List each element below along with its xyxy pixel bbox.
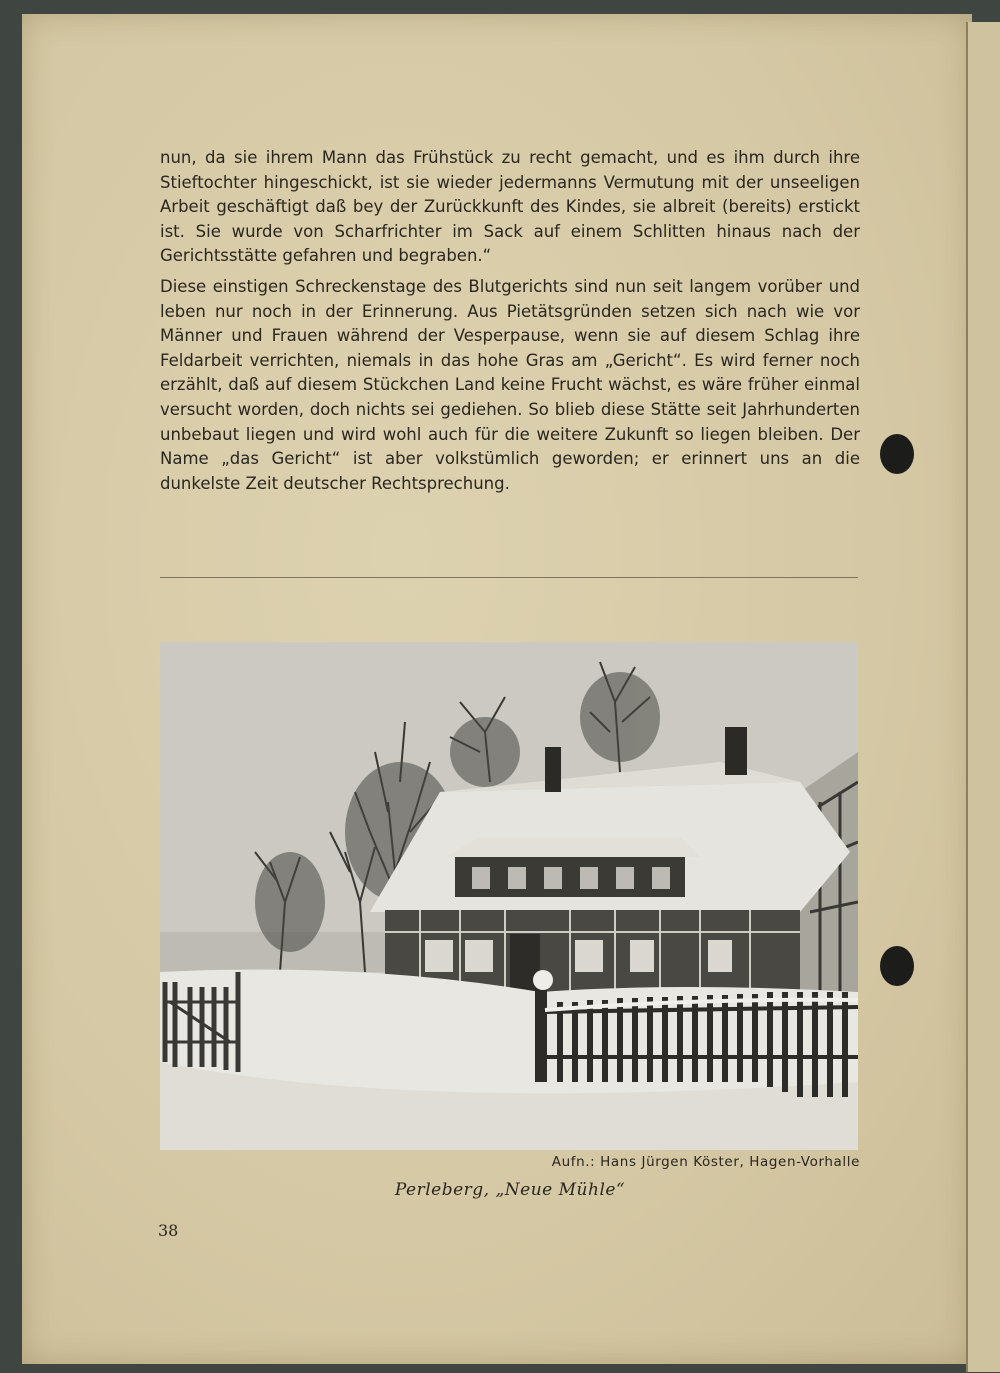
punch-hole-top (880, 434, 914, 474)
photo-credit: Aufn.: Hans Jürgen Köster, Hagen-Vorhalle (551, 1154, 860, 1170)
next-page-edge (966, 22, 1000, 1372)
horizontal-rule (160, 577, 858, 578)
photo-neue-muehle (160, 642, 858, 1150)
photo-caption: Perleberg, „Neue Mühle“ (394, 1180, 626, 1200)
punch-hole-bottom (880, 946, 914, 986)
body-text (160, 146, 860, 502)
paragraph-1: nun, da sie ihrem Mann das Frühstück zu recht gemacht, und es ihm durch ihre Stieftochter hingeschickt, ist sie wieder jedermanns Vermutung mit der unseeligen Arbeit geschäftigt daß bey der Zurückkunft des Kindes, sie albreit (bereits) erstickt ist. Sie wurde von Scharfrichter im Sack auf einem Schlitten hinaus nach der Gerichtsstätte gefahren und begraben.“ (160, 148, 860, 266)
paragraph-2: Diese einstigen Schreckenstage des Blutgerichts sind nun seit langem vorüber und leben nur noch in der Erinnerung. Aus Pietätsgründen setzen sich nach wie vor Männer und Frauen während der Vesperpause, wenn sie auf diesem Schlag ihre Feldarbeit verrichten, niemals in das hohe Gras am „Gericht“. Es wird ferner noch erzählt, daß auf diesem Stückchen Land keine Frucht wächst, es wäre früher einmal versucht worden, doch nichts sei gediehen. So blieb diese Stätte seit Jahrhunderten unbebaut liegen und wird wohl auch für die weitere Zukunft so liegen bleiben. Der Name „das Gericht“ ist aber volkstümlich geworden; er erinnert uns an die dunkelste Zeit deutscher Rechtsprechung. (160, 276, 860, 493)
page-number: 38 (158, 1221, 179, 1240)
